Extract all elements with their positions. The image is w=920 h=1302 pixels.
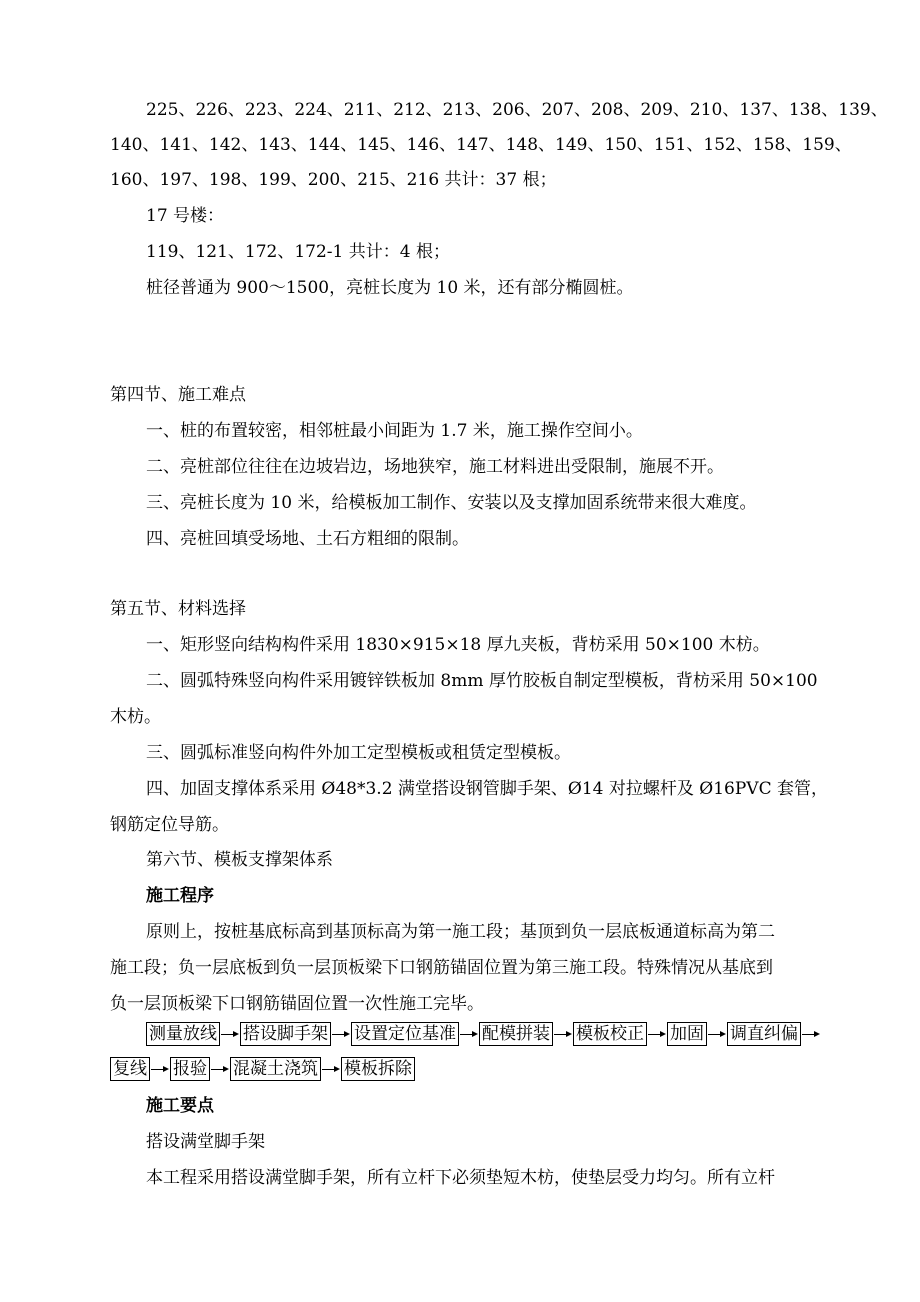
flow-step-4: 配模拼装 — [479, 1022, 553, 1046]
building-17-piles: 119、121、172、172-1 共计：4 根； — [146, 242, 450, 262]
flow-arrow-icon — [553, 1023, 573, 1045]
section-5-heading: 第五节、材料选择 — [110, 599, 246, 619]
flow-arrow-icon — [707, 1023, 727, 1045]
section-4-heading: 第四节、施工难点 — [110, 385, 246, 405]
flow-arrow-icon — [801, 1023, 821, 1045]
procedure-text-line-3: 负一层顶板梁下口钢筋锚固位置一次性施工完毕。 — [110, 994, 484, 1014]
flow-step-2: 搭设脚手架 — [240, 1022, 331, 1046]
flow-step-10: 混凝土浇筑 — [230, 1057, 321, 1081]
material-4-line-1: 四、加固支撑体系采用 Ø48*3.2 满堂搭设钢管脚手架、Ø14 对拉螺杆及 Ø16PVC 套管， — [146, 779, 828, 799]
flow-arrow-icon — [220, 1023, 240, 1045]
flow-step-7: 调直纠偏 — [727, 1022, 801, 1046]
difficulty-4: 四、亮桩回填受场地、土石方粗细的限制。 — [146, 529, 469, 549]
flow-arrow-icon — [647, 1023, 667, 1045]
difficulty-1: 一、桩的布置较密，相邻桩最小间距为 1.7 米，施工操作空间小。 — [146, 421, 643, 441]
flow-step-5: 模板校正 — [573, 1022, 647, 1046]
flow-step-9: 报验 — [170, 1057, 210, 1081]
construction-points-heading: 施工要点 — [146, 1096, 214, 1116]
flow-arrow-icon — [331, 1023, 351, 1045]
flow-step-6: 加固 — [667, 1022, 707, 1046]
pile-list-line-2: 140、141、142、143、144、145、146、147、148、149、150、151、152、158、159、 — [110, 135, 852, 155]
flow-step-3: 设置定位基准 — [351, 1022, 459, 1046]
flow-arrow-icon — [210, 1058, 230, 1080]
flowchart-row-2 — [110, 1056, 415, 1082]
flow-arrow-icon — [150, 1058, 170, 1080]
material-1: 一、矩形竖向结构构件采用 1830×915×18 厚九夹板，背枋采用 50×100 木枋。 — [146, 635, 770, 655]
building-17-label: 17 号楼： — [146, 206, 225, 226]
material-3: 三、圆弧标准竖向构件外加工定型模板或租赁定型模板。 — [146, 743, 571, 763]
flow-step-8: 复线 — [110, 1057, 150, 1081]
pile-diameter-note: 桩径普通为 900～1500，亮桩长度为 10 米，还有部分椭圆桩。 — [146, 278, 634, 298]
scaffold-text-line-1: 本工程采用搭设满堂脚手架，所有立杆下必须垫短木枋，使垫层受力均匀。所有立杆 — [146, 1168, 775, 1188]
pile-list-line-3: 160、197、198、199、200、215、216 共计：37 根； — [110, 170, 557, 190]
flow-arrow-icon — [459, 1023, 479, 1045]
procedure-text-line-2: 施工段；负一层底板到负一层顶板梁下口钢筋锚固位置为第三施工段。特殊情况从基底到 — [110, 958, 773, 978]
material-4-line-2: 钢筋定位导筋。 — [110, 815, 229, 835]
procedure-text-line-1: 原则上，按桩基底标高到基顶标高为第一施工段；基顶到负一层底板通道标高为第二 — [146, 922, 775, 942]
flow-arrow-icon — [321, 1058, 341, 1080]
difficulty-3: 三、亮桩长度为 10 米，给模板加工制作、安装以及支撑加固系统带来很大难度。 — [146, 493, 757, 513]
flow-step-11: 模板拆除 — [341, 1057, 415, 1081]
difficulty-2: 二、亮桩部位往往在边坡岩边，场地狭窄，施工材料进出受限制，施展不开。 — [146, 457, 724, 477]
flow-step-1: 测量放线 — [146, 1022, 220, 1046]
material-2-line-2: 木枋。 — [110, 707, 161, 727]
scaffold-subheading: 搭设满堂脚手架 — [146, 1132, 265, 1152]
pile-list-line-1: 225、226、223、224、211、212、213、206、207、208、209、210、137、138、139、 — [146, 100, 888, 120]
material-2-line-1: 二、圆弧特殊竖向构件采用镀锌铁板加 8mm 厚竹胶板自制定型模板，背枋采用 50×100 — [146, 671, 818, 691]
section-6-heading: 第六节、模板支撑架体系 — [146, 850, 333, 870]
construction-procedure-heading: 施工程序 — [146, 886, 214, 906]
flowchart-row-1 — [146, 1021, 821, 1047]
